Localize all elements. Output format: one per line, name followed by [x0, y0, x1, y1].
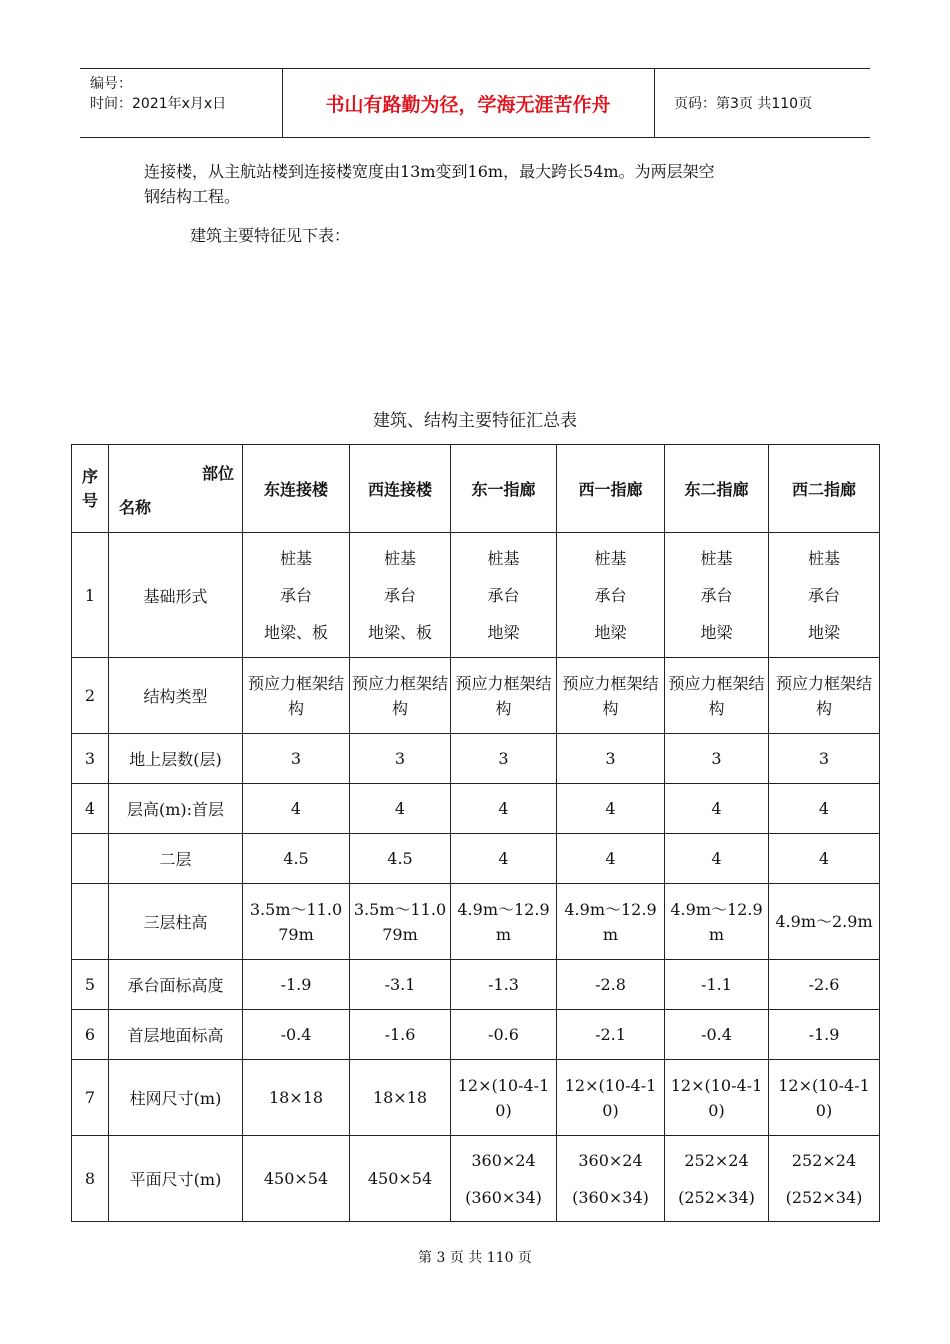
row-label: 三层柱高	[109, 884, 243, 960]
table-cell: 4.5	[350, 834, 451, 884]
table-cell	[557, 1136, 665, 1222]
table-cell: 4	[557, 834, 665, 884]
row-number: 7	[72, 1060, 109, 1136]
table-cell: -2.1	[557, 1010, 665, 1060]
corner-header	[109, 445, 243, 533]
cell-line: 承台	[807, 585, 840, 605]
part-label: 部位	[201, 464, 234, 483]
table-cell	[665, 533, 769, 658]
cell-line: 承台	[279, 585, 312, 605]
table-row	[72, 533, 880, 658]
table-cell: -3.1	[350, 960, 451, 1010]
table-cell: 4.9m～2.9m	[769, 884, 880, 960]
row-number: 2	[72, 658, 109, 734]
table-cell: 12×(10-4-10)	[557, 1060, 665, 1136]
row-label: 平面尺寸(m)	[109, 1136, 243, 1222]
cell-line: 桩基	[594, 548, 627, 568]
table-cell: 预应力框架结构	[451, 658, 557, 734]
table-cell: 4.9m～12.9m	[557, 884, 665, 960]
row-label: 结构类型	[109, 658, 243, 734]
table-cell	[243, 1136, 350, 1222]
body-line-3: 建筑主要特征见下表：	[190, 226, 351, 245]
table-cell: 预应力框架结构	[769, 658, 880, 734]
cell-line: 地梁	[594, 622, 627, 642]
table-cell	[451, 533, 557, 658]
table-cell: -1.6	[350, 1010, 451, 1060]
table-cell	[350, 533, 451, 658]
table-cell: 4.9m～12.9m	[665, 884, 769, 960]
cell-line: (252×34)	[678, 1187, 755, 1207]
row-number: 1	[72, 533, 109, 658]
table-row	[72, 960, 880, 1010]
row-number: 3	[72, 734, 109, 784]
table-row	[72, 658, 880, 734]
cell-line: 450×54	[263, 1169, 329, 1188]
table-cell: 4.9m～12.9m	[451, 884, 557, 960]
table-cell: 预应力框架结构	[665, 658, 769, 734]
table-row	[72, 834, 880, 884]
table-cell: 3	[350, 734, 451, 784]
cell-line: 450×54	[367, 1169, 433, 1188]
table-cell	[769, 1136, 880, 1222]
cell-line: (252×34)	[785, 1187, 863, 1207]
table-cell: 4	[665, 784, 769, 834]
table-cell: 4	[451, 784, 557, 834]
cell-line: 252×24	[684, 1150, 749, 1170]
cell-line: 桩基	[487, 548, 520, 568]
cell-line: 承台	[487, 585, 520, 605]
table-cell: 3.5m～11.079m	[243, 884, 350, 960]
cell-line: 360×24	[471, 1150, 536, 1170]
table-cell: 4	[243, 784, 350, 834]
table-row	[72, 784, 880, 834]
cell-line: 360×24	[578, 1150, 643, 1170]
row-label: 二层	[109, 834, 243, 884]
table-cell: 3	[243, 734, 350, 784]
row-number: 4	[72, 784, 109, 834]
feature-table	[71, 444, 880, 1222]
table-cell: -0.4	[665, 1010, 769, 1060]
page-header	[80, 68, 870, 138]
cell-line: (360×34)	[572, 1187, 649, 1207]
table-cell: -2.6	[769, 960, 880, 1010]
column-header: 西二指廊	[769, 445, 880, 533]
table-cell: 12×(10-4-10)	[451, 1060, 557, 1136]
table-cell: 4	[557, 784, 665, 834]
page-info-text: 页码：第3页 共110页	[674, 96, 813, 112]
row-label: 承台面标高度	[109, 960, 243, 1010]
cell-line: 252×24	[791, 1150, 857, 1170]
table-cell: -1.3	[451, 960, 557, 1010]
table-cell: -0.4	[243, 1010, 350, 1060]
table-cell: 3	[769, 734, 880, 784]
table-cell: 3	[451, 734, 557, 784]
row-number	[72, 834, 109, 884]
cell-line: 地梁、板	[367, 622, 432, 642]
cell-line: 地梁	[807, 622, 840, 642]
table-row	[72, 1060, 880, 1136]
header-motto: 书山有路勤为径，学海无涯苦作舟	[282, 69, 655, 137]
table-cell: -2.8	[557, 960, 665, 1010]
row-label: 柱网尺寸(m)	[109, 1060, 243, 1136]
table-cell: 4	[769, 834, 880, 884]
cell-line: 承台	[383, 585, 416, 605]
table-cell: -0.6	[451, 1010, 557, 1060]
table-cell	[557, 533, 665, 658]
table-cell: 3	[665, 734, 769, 784]
seq-header	[72, 445, 109, 533]
table-cell: 18×18	[350, 1060, 451, 1136]
table-cell: 18×18	[243, 1060, 350, 1136]
table-cell: -1.9	[769, 1010, 880, 1060]
page-footer: 第 3 页 共 110 页	[418, 1250, 532, 1266]
row-number: 5	[72, 960, 109, 1010]
column-header: 东一指廊	[451, 445, 557, 533]
cell-line: 桩基	[279, 548, 312, 568]
table-row	[72, 1136, 880, 1222]
column-header: 东连接楼	[243, 445, 350, 533]
row-label: 首层地面标高	[109, 1010, 243, 1060]
column-header: 西一指廊	[557, 445, 665, 533]
table-cell: 4.5	[243, 834, 350, 884]
cell-line: 桩基	[383, 548, 416, 568]
table-cell: 4	[769, 784, 880, 834]
cell-line: 承台	[594, 585, 627, 605]
row-label: 地上层数(层)	[109, 734, 243, 784]
time-label: 时间：2021年x月x日	[90, 96, 227, 112]
table-cell: 预应力框架结构	[243, 658, 350, 734]
header-meta	[80, 69, 283, 137]
table-cell: -1.1	[665, 960, 769, 1010]
table-cell: 预应力框架结构	[350, 658, 451, 734]
table-caption: 建筑、结构主要特征汇总表	[373, 411, 577, 431]
row-label: 基础形式	[109, 533, 243, 658]
cell-line: 地梁	[700, 622, 733, 642]
column-header: 西连接楼	[350, 445, 451, 533]
table-header-row	[72, 445, 880, 533]
table-cell: 3	[557, 734, 665, 784]
row-label: 层高(m):首层	[109, 784, 243, 834]
cell-line: 桩基	[700, 548, 733, 568]
table-cell: 12×(10-4-10)	[665, 1060, 769, 1136]
table-row	[72, 1010, 880, 1060]
table-cell: 12×(10-4-10)	[769, 1060, 880, 1136]
table-cell	[350, 1136, 451, 1222]
cell-line: (360×34)	[465, 1187, 542, 1207]
table-cell	[243, 533, 350, 658]
cell-line: 地梁、板	[263, 622, 328, 642]
body-line-1: 连接楼，从主航站楼到连接楼宽度由13m变到16m，最大跨长54m。为两层架空	[144, 162, 715, 181]
cell-line: 地梁	[487, 622, 520, 642]
seq-header-text: 序号	[81, 466, 98, 510]
table-cell: 3.5m～11.079m	[350, 884, 451, 960]
table-cell	[769, 533, 880, 658]
column-header: 东二指廊	[665, 445, 769, 533]
table-row	[72, 734, 880, 784]
cell-line: 承台	[700, 585, 733, 605]
code-label: 编号：	[90, 76, 132, 92]
table-cell: 4	[350, 784, 451, 834]
row-number: 8	[72, 1136, 109, 1222]
table-cell: 4	[665, 834, 769, 884]
table-cell: 4	[451, 834, 557, 884]
cell-line: 桩基	[807, 548, 840, 568]
table-row	[72, 884, 880, 960]
table-cell: 预应力框架结构	[557, 658, 665, 734]
row-number: 6	[72, 1010, 109, 1060]
table-cell	[665, 1136, 769, 1222]
row-number	[72, 884, 109, 960]
table-cell: -1.9	[243, 960, 350, 1010]
name-label: 名称	[119, 498, 152, 517]
body-line-2: 钢结构工程。	[144, 187, 241, 206]
header-page-info	[664, 69, 870, 137]
table-cell	[451, 1136, 557, 1222]
